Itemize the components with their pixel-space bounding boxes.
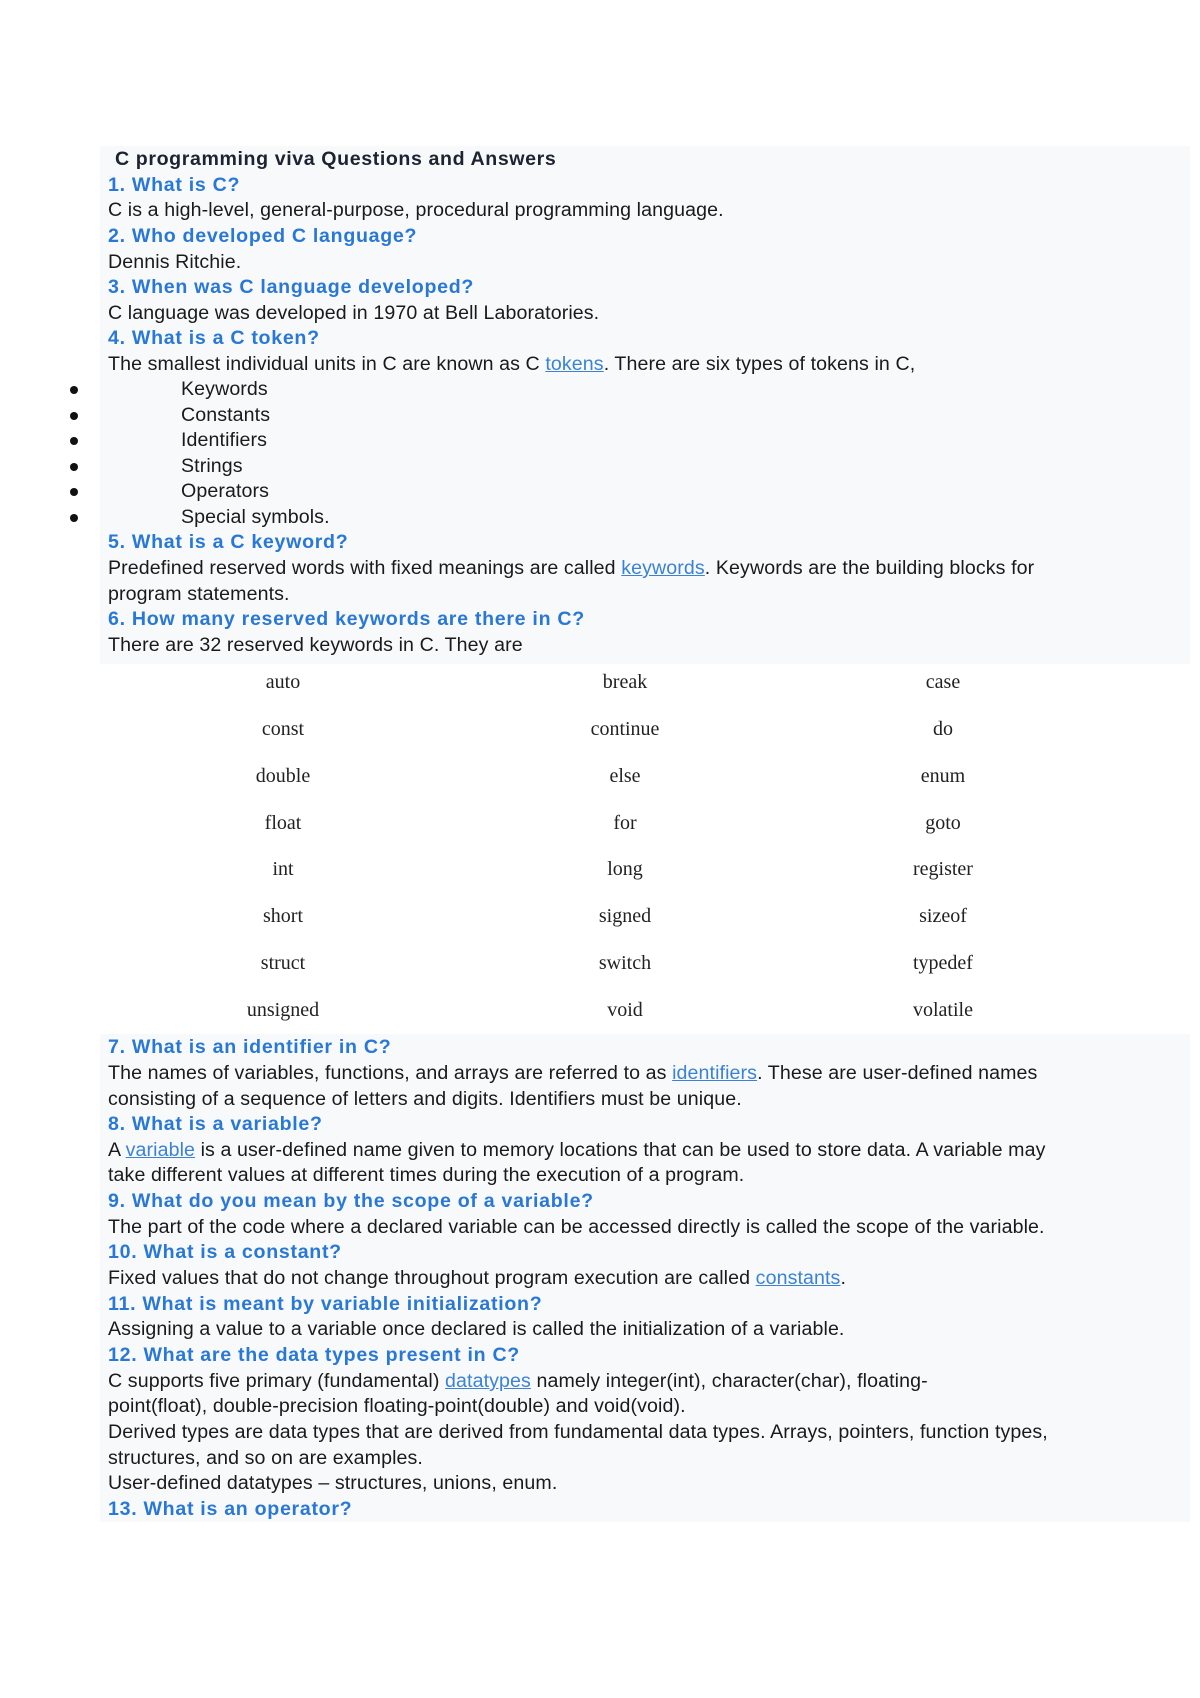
table-cell: auto (265, 671, 301, 693)
table-cell: sizeof (919, 905, 967, 927)
table-cell: break (602, 671, 648, 693)
table-cell: continue (590, 718, 660, 740)
answer-9: The part of the code where a declared variable can be accessed directly is called the scope of the variable. (108, 1216, 1045, 1238)
answer-3: C language was developed in 1970 at Bell Laboratories. (108, 302, 600, 324)
bullet-icon (70, 488, 78, 496)
answer-8-line-2: take different values at different times during the execution of a program. (108, 1164, 745, 1186)
question-12: 12. What are the data types present in C? (108, 1344, 520, 1366)
answer-7-line-2: consisting of a sequence of letters and digits. Identifiers must be unique. (108, 1088, 742, 1110)
answer-4-text: The smallest individual units in C are known as C (108, 353, 546, 375)
table-cell: for (613, 812, 637, 834)
answer-12-line-3: Derived types are data types that are derived from fundamental data types. Arrays, pointers, function types, (108, 1421, 1048, 1443)
answer-8-text-end: is a user-defined name given to memory locations that can be used to store data. A variable may (195, 1139, 1046, 1161)
variable-link[interactable]: variable (125, 1139, 196, 1161)
list-item: Keywords (181, 378, 268, 400)
answer-11: Assigning a value to a variable once declared is called the initialization of a variable. (108, 1318, 845, 1340)
identifiers-link[interactable]: identifiers (672, 1062, 758, 1084)
question-8: 8. What is a variable? (108, 1113, 323, 1135)
table-cell: const (261, 718, 305, 740)
question-10: 10. What is a constant? (108, 1241, 342, 1263)
table-cell: goto (925, 812, 961, 834)
answer-2: Dennis Ritchie. (108, 251, 242, 273)
bullet-icon (70, 463, 78, 471)
list-item: Identifiers (181, 429, 268, 451)
table-cell: struct (260, 952, 306, 974)
table-cell: typedef (913, 952, 973, 974)
answer-12-text-end: namely integer(int), character(char), floating- (530, 1370, 928, 1392)
answer-5-text: Predefined reserved words with fixed meanings are called (108, 557, 622, 579)
question-5: 5. What is a C keyword? (108, 531, 349, 553)
table-cell: float (264, 812, 302, 834)
answer-7-text-end: . These are user-defined names (757, 1062, 1038, 1084)
list-item: Strings (181, 455, 243, 477)
table-cell: register (913, 858, 973, 880)
table-cell: int (272, 858, 294, 880)
table-cell: case (925, 671, 961, 693)
answer-12 (108, 1369, 928, 1394)
table-cell: long (607, 858, 643, 880)
question-11: 11. What is meant by variable initialization? (108, 1293, 543, 1315)
answer-12-line-4: structures, and so on are examples. (108, 1447, 423, 1469)
answer-12-text: C supports five primary (fundamental) (108, 1370, 446, 1392)
constants-link[interactable]: constants (755, 1267, 841, 1289)
question-4: 4. What is a C token? (108, 327, 320, 349)
question-2: 2. Who developed C language? (108, 225, 418, 247)
answer-5 (108, 556, 1034, 581)
question-13: 13. What is an operator? (108, 1498, 353, 1520)
bullet-icon (70, 514, 78, 522)
answer-10 (108, 1266, 846, 1291)
answer-1: C is a high-level, general-purpose, procedural programming language. (108, 199, 724, 221)
table-cell: unsigned (246, 999, 320, 1021)
table-cell: do (933, 718, 953, 740)
list-item: Constants (181, 404, 271, 426)
answer-8 (108, 1138, 1045, 1163)
answer-5-text-end: . Keywords are the building blocks for (704, 557, 1035, 579)
table-cell: volatile (913, 999, 973, 1021)
question-6: 6. How many reserved keywords are there in C? (108, 608, 585, 630)
table-cell: switch (598, 952, 652, 974)
table-cell: double (255, 765, 311, 787)
question-9: 9. What do you mean by the scope of a variable? (108, 1190, 594, 1212)
question-1: 1. What is C? (108, 174, 241, 196)
answer-10-text: Fixed values that do not change throughout program execution are called (108, 1267, 756, 1289)
answer-10-text-end: . (840, 1267, 846, 1289)
bullet-icon (70, 437, 78, 445)
table-cell: void (607, 999, 643, 1021)
page-title: C programming viva Questions and Answers (115, 148, 557, 170)
list-item: Operators (181, 480, 270, 502)
tokens-link[interactable]: tokens (545, 353, 604, 375)
answer-12-line-5: User-defined datatypes – structures, unions, enum. (108, 1472, 558, 1494)
answer-7 (108, 1061, 1037, 1086)
table-cell: short (263, 905, 303, 927)
datatypes-link[interactable]: datatypes (445, 1370, 531, 1392)
answer-4 (108, 352, 915, 377)
answer-7-text: The names of variables, functions, and arrays are referred to as (108, 1062, 673, 1084)
bullet-icon (70, 412, 78, 420)
table-cell: signed (598, 905, 652, 927)
answer-5-line-2: program statements. (108, 583, 290, 605)
question-3: 3. When was C language developed? (108, 276, 475, 298)
table-cell: enum (920, 765, 966, 787)
table-cell: else (609, 765, 641, 787)
question-7: 7. What is an identifier in C? (108, 1036, 392, 1058)
bullet-icon (70, 386, 78, 394)
list-item: Special symbols. (181, 506, 330, 528)
answer-4-text-end: . There are six types of tokens in C, (603, 353, 916, 375)
answer-6: There are 32 reserved keywords in C. They are (108, 634, 523, 656)
keywords-link[interactable]: keywords (621, 557, 705, 579)
answer-8-text: A (108, 1139, 126, 1161)
answer-12-line-2: point(float), double-precision floating-point(double) and void(void). (108, 1395, 686, 1417)
